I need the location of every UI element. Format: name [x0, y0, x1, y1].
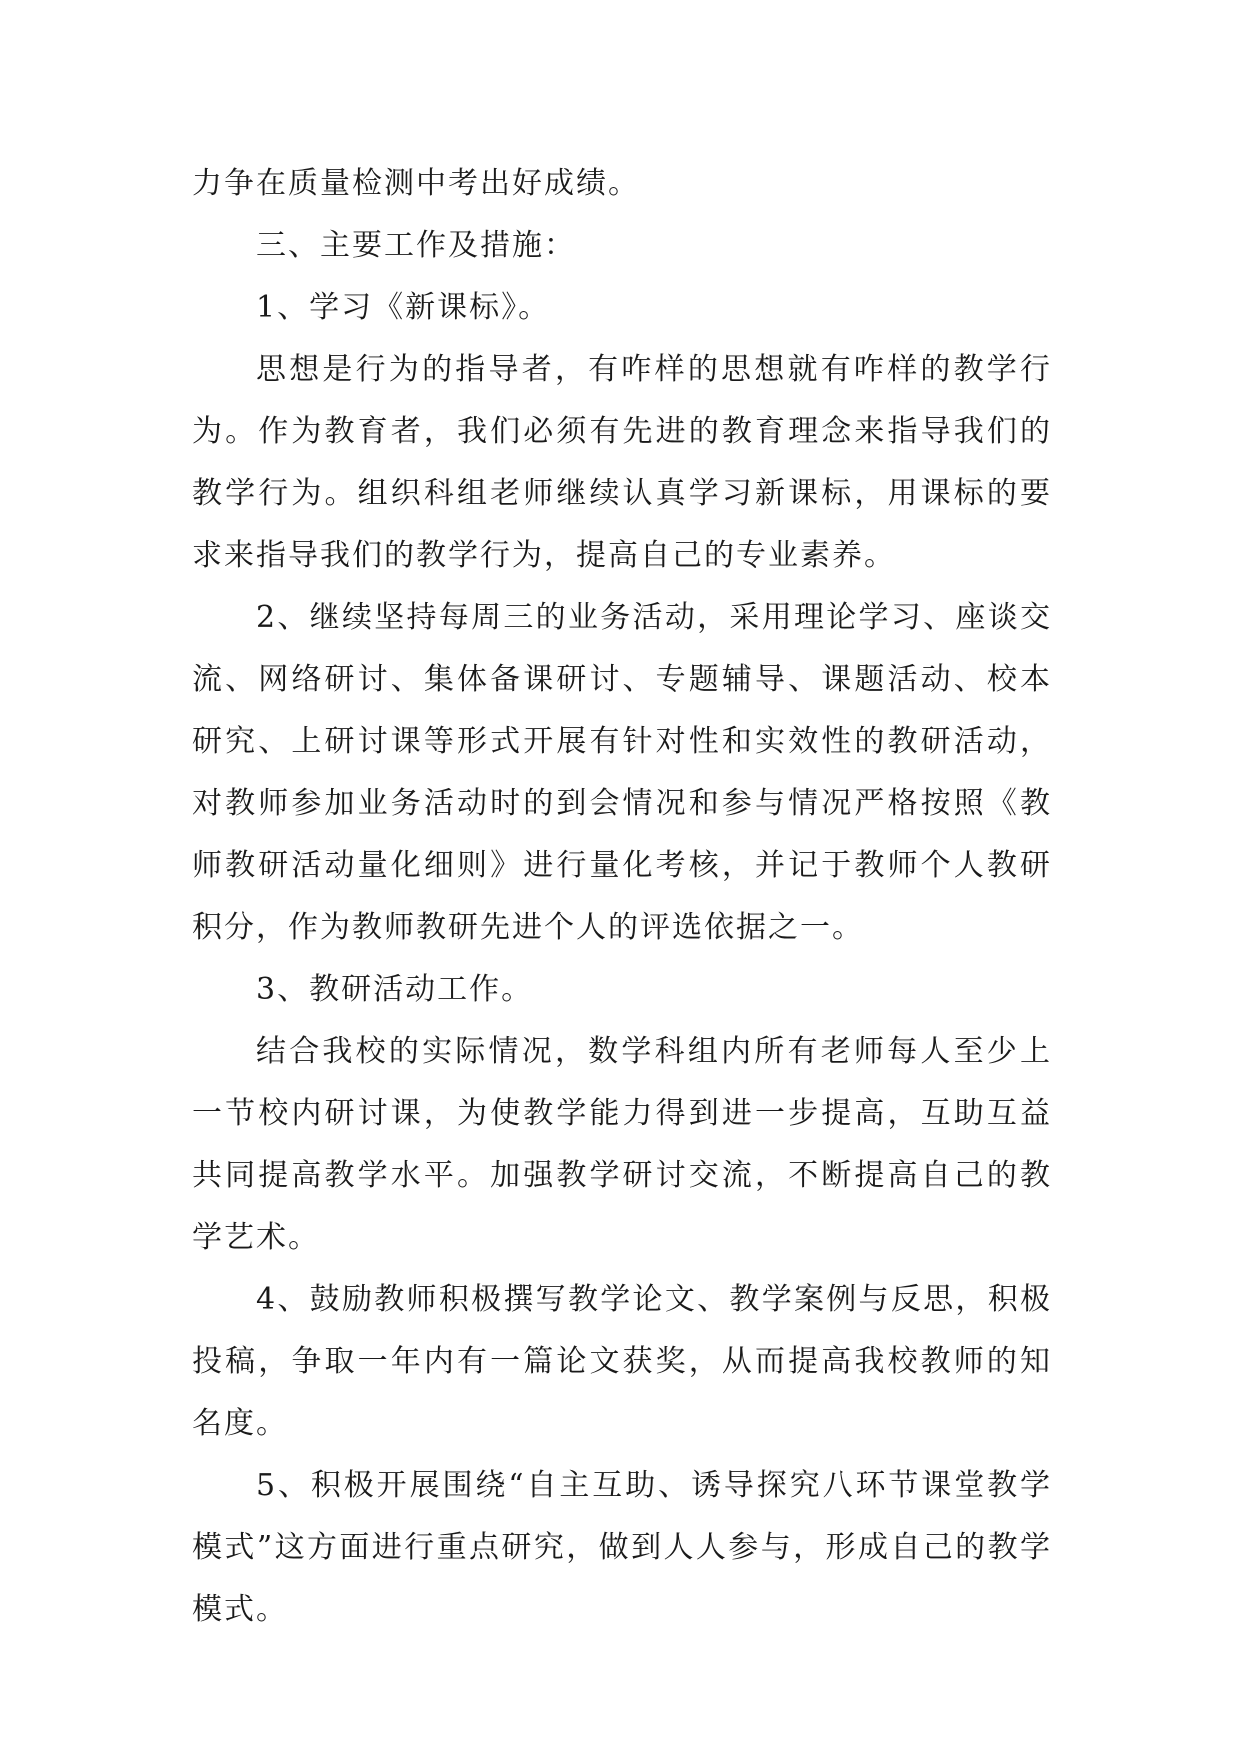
paragraph-continuation: 力争在质量检测中考出好成绩。	[192, 166, 640, 201]
item-heading-3: 3、教研活动工作。	[256, 972, 534, 1007]
paragraph-body: 结合我校的实际情况，数学科组内所有老师每人至少上一节校内研讨课，为使教学能力得到进一步提高，互助互益共同提高教学水平。加强教学研讨交流，不断提高自己的教学艺术。	[192, 1034, 1052, 1255]
item-heading-1: 1、学习《新课标》。	[256, 290, 551, 325]
item-paragraph-4: 4、鼓励教师积极撰写教学论文、教学案例与反思，积极投稿，争取一年内有一篇论文获奖，从而提高我校教师的知名度。	[192, 1282, 1052, 1441]
document-page	[192, 153, 1052, 1641]
paragraph-body: 思想是行为的指导者，有咋样的思想就有咋样的教学行为。作为教育者，我们必须有先进的教育理念来指导我们的教学行为。组织科组老师继续认真学习新课标，用课标的要求来指导我们的教学行为，提高自己的专业素养。	[192, 352, 1052, 573]
section-heading: 三、主要工作及措施：	[256, 228, 576, 263]
item-paragraph-5: 5、积极开展围绕“自主互助、诱导探究八环节课堂教学模式”这方面进行重点研究，做到人人参与，形成自己的教学模式。	[192, 1468, 1052, 1627]
item-paragraph-2: 2、继续坚持每周三的业务活动，采用理论学习、座谈交流、网络研讨、集体备课研讨、专题辅导、课题活动、校本研究、上研讨课等形式开展有针对性和实效性的教研活动，对教师参加业务活动时的到会情况和参与情况严格按照《教师教研活动量化细则》进行量化考核，并记于教师个人教研积分，作为教师教研先进个人的评选依据之一。	[192, 600, 1052, 945]
